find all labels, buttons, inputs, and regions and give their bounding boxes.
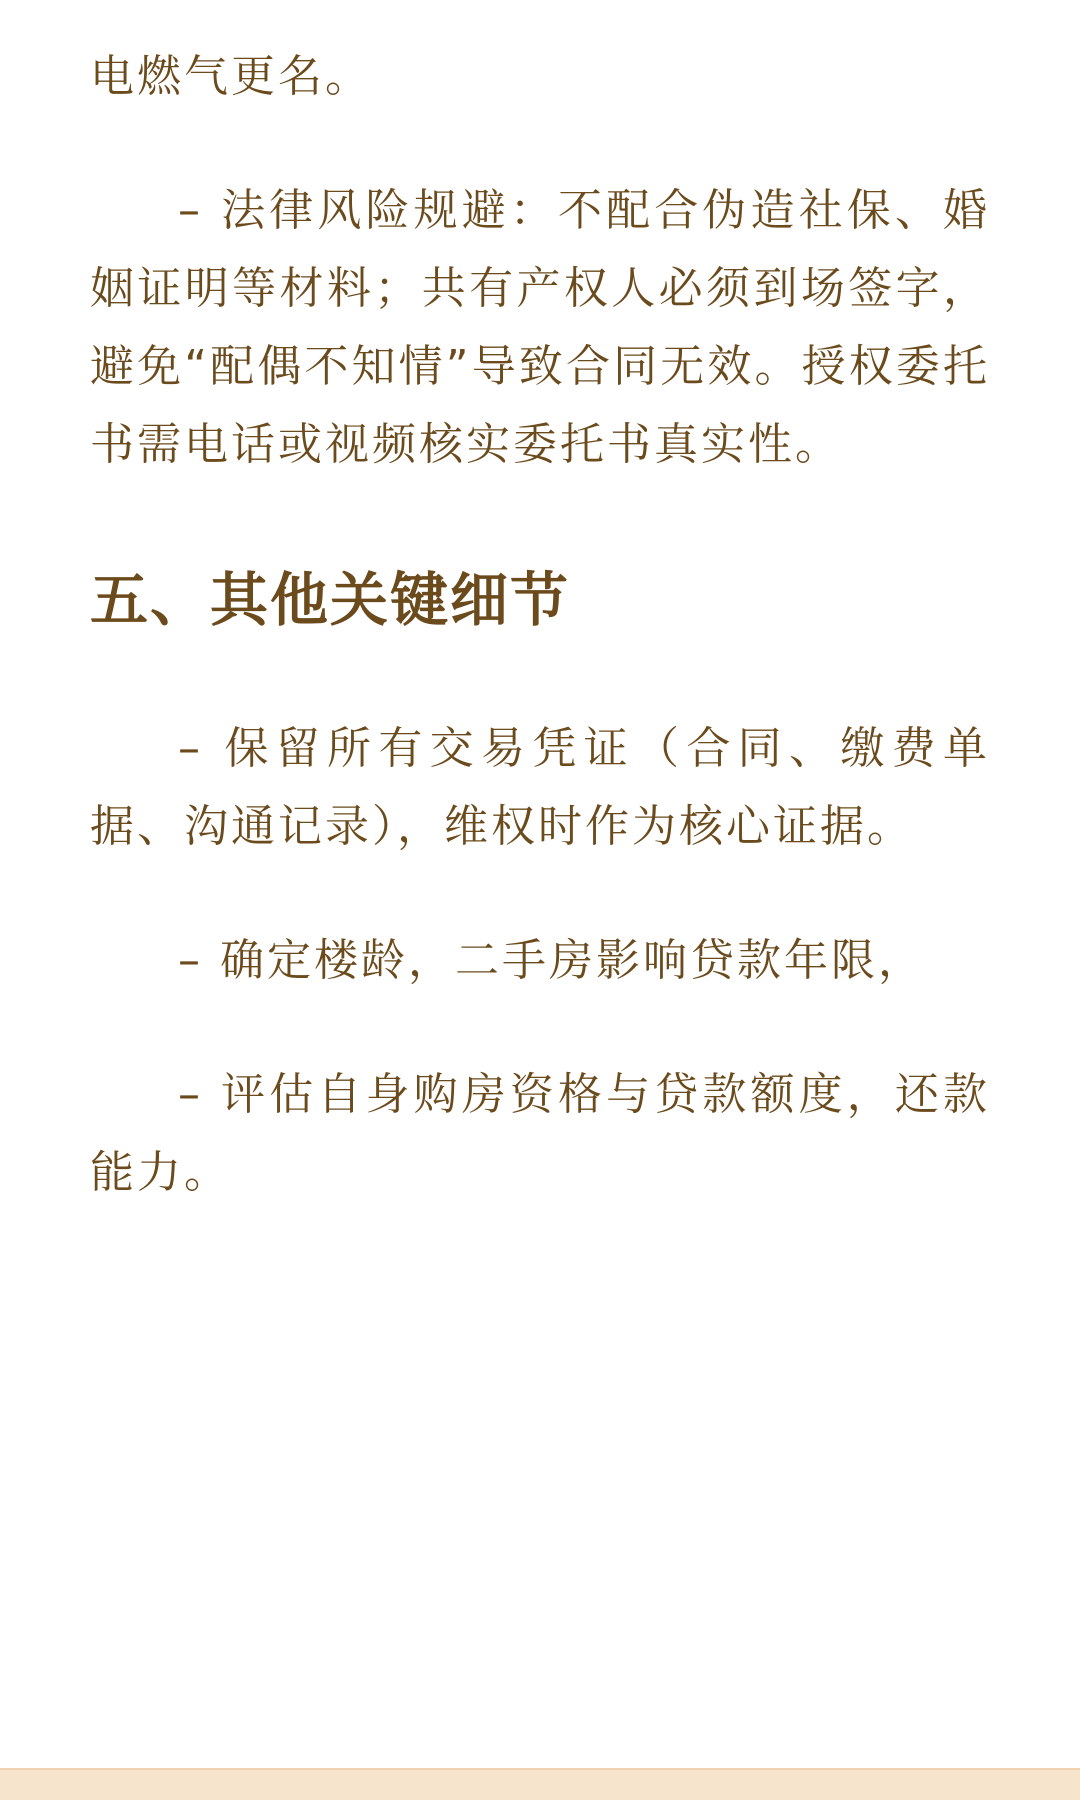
legal-risk-paragraph: – 法律风险规避：不配合伪造社保、婚姻证明等材料；共有产权人必须到场签字，避免“配偶不知情”导致合同无效。授权委托书需电话或视频核实委托书真实性。 bbox=[90, 185, 990, 470]
list-item: – 保留所有交易凭证（合同、缴费单据、沟通记录），维权时作为核心证据。 bbox=[90, 723, 990, 852]
continuation-paragraph: 电燃气更名。 bbox=[90, 51, 372, 102]
article-body bbox=[90, 0, 990, 1212]
section-title: 五、其他关键细节 bbox=[90, 566, 571, 634]
list-item: – 评估自身购房资格与贷款额度，还款能力。 bbox=[90, 1069, 990, 1198]
footer-band bbox=[0, 1768, 1080, 1800]
list-item: – 确定楼龄，二手房影响贷款年限， bbox=[178, 935, 925, 986]
